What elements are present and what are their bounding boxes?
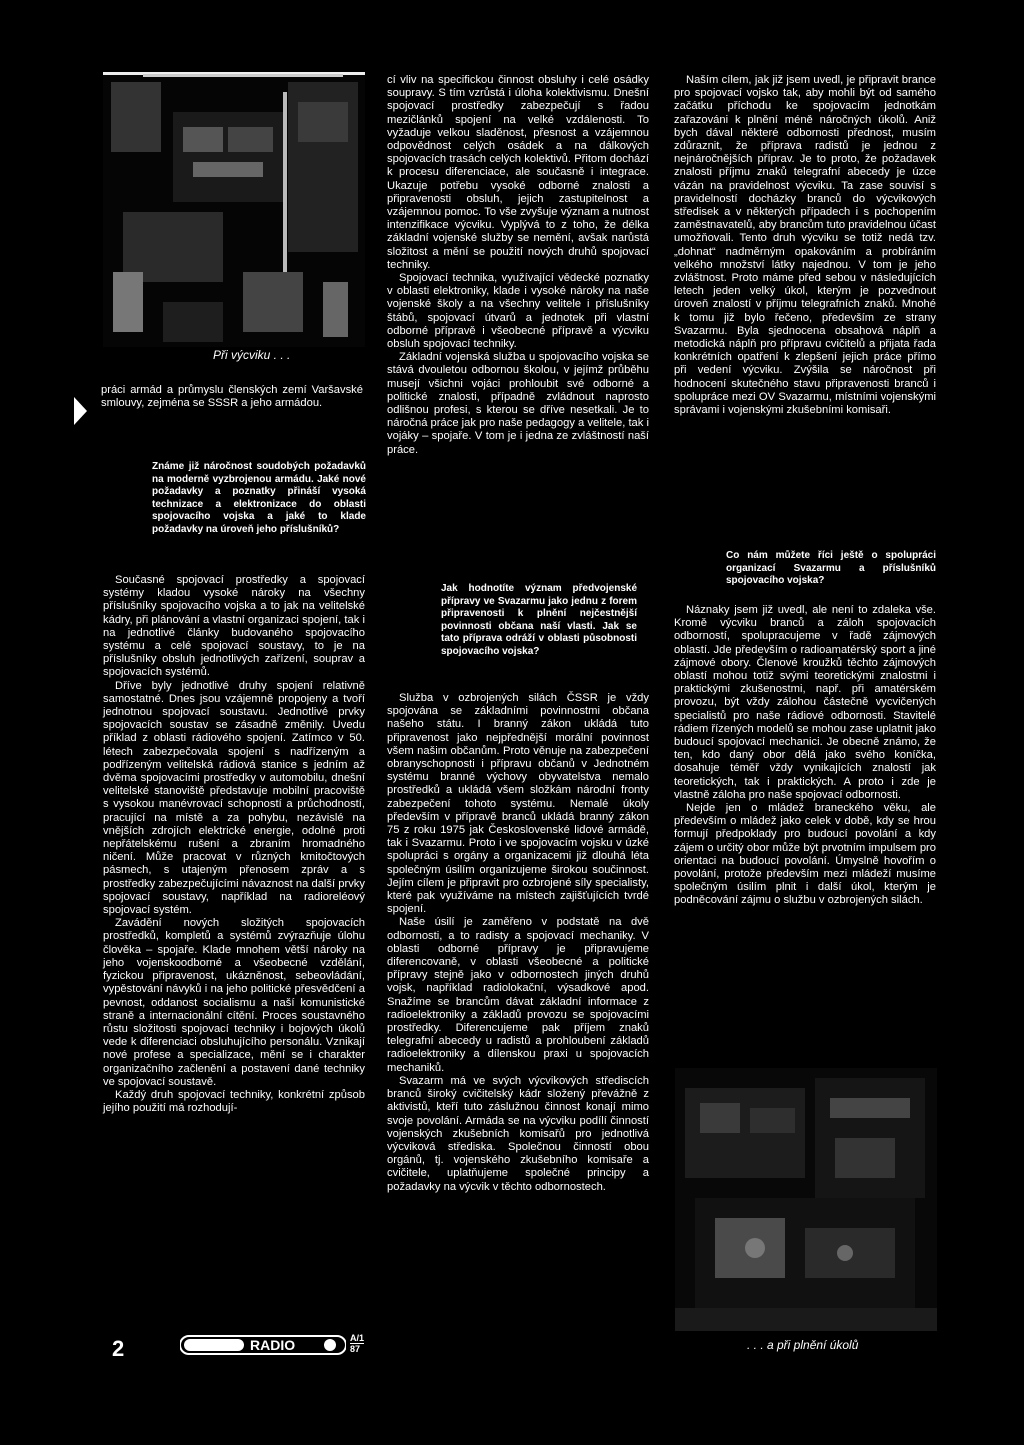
col3-paragraph: Nejde jen o mládež braneckého věku, ale především o mládež jako celek v době, kdy se hrou formují předpoklady pro budoucí povolání a kdy zájem o určitý obor může být prvotním impulsem pro orientaci na budoucí povolání. Úmyslně hovořím o povolání, protože především mezi mládeží musíme společným úsilím plnit i další úkol, kterým je podněcování zájmu o službu v ozbrojených silách. xyxy=(674,802,936,907)
photo-tasks-caption: . . . a při plnění úkolů xyxy=(747,1338,859,1352)
issue-year: 87 xyxy=(350,1344,361,1354)
column-1 xyxy=(101,384,363,410)
col2-question: Jak hodnotíte význam předvojenské přípravy ve Svazarmu jako jednu z forem připravenosti k plnění nejčestnější povinnosti občana naší vlasti. Jak se tato příprava odráží v oblasti působnosti spojovacího vojska? xyxy=(441,583,637,657)
photo-training-image xyxy=(103,72,365,347)
photo-tasks xyxy=(675,1068,937,1331)
col3-paragraph: Náznaky jsem již uvedl, ale není to zdaleka vše. Kromě výcviku branců a záloh spojovacích odborností, spolupracujeme v řadě zájmových oblastí. Jde především o radioamatérský sport a jiné zájmové obory. Členové kroužků těchto zájmových oblastí mohou totiž svými teoretickými znalostmi i praktickými zkušenostmi, např. při amatérském provozu, být vždy zálohou částečně vycvičených specialistů pro naše rádiové odbornosti. Stavitelé rádiem řízených modelů se mohou zase uplatnit jako budoucí spojovací mechanici. Je obecně známo, že ten, kdo daný obor dělá jako svého koníčka, dosahuje téměř vždy vynikajících znalostí jak teoretických, tak i praktických. A proto i zde je vlastně záloha pro naše spojovací odbornosti. xyxy=(674,604,936,801)
col3-question: Co nám můžete říci ještě o spolupráci organizací Svazarmu a příslušníků spojovacího vojska? xyxy=(726,550,936,587)
col1-question: Známe již náročnost soudobých požadavků na moderně vyzbrojenou armádu. Jaké nové požadavky a poznatky přináší vysoká technizace a elektronizace do oblasti spojovacího vojska a jaké to klade požadavky na úroveň jeho příslušníků? xyxy=(152,461,366,535)
issue-number: A/1 xyxy=(350,1333,365,1343)
magazine-logo xyxy=(180,1334,346,1356)
section-arrow-icon xyxy=(74,397,87,425)
col1-paragraph: Každý druh spojovací techniky, konkrétní způsob jejího použití má rozhodují- xyxy=(103,1088,365,1115)
col3-body xyxy=(674,604,936,908)
col1-lead: práci armád a průmyslu členských zemí Varšavské smlouvy, zejména se SSSR a jeho armádou. xyxy=(101,384,363,410)
col1-paragraph: Zavádění nových složitých spojovacích prostředků, kompletů a systémů zvýrazňuje úlohu člověka – spojaře. Klade mnohem větší nároky na jeho vojenskoodborné a všeobecné vzdělání, fyzickou připravenost, ukázněnost, sebeovládání, vypěstování návyků i na jeho politické přesvědčení a pevnost, oddanost socialismu a naší komunistické straně a internacionální cítění. Proces soustavného růstu složitosti spojovací techniky i bojových úkolů vede k diferenciaci obsluhujícího personálu. Vznikají nové profese a specializace, mění se i charakter organizačního začlenění a postavení dané techniky ve spojovací soustavě. xyxy=(103,917,365,1088)
photo-training xyxy=(103,72,365,347)
col2-paragraph: Služba v ozbrojených silách ČSSR je vždy spojována se základními povinnostmi občana našeho státu. I branný zákon ukládá tuto připravenost jako nejpřednější morální povinnost všem našim občanům. Proto věnuje na zabezpečení obranyschopnosti i přípravu občanů v Jednotném systému branné výchovy obyvatelstva nemalo prostředků a ukládá všem složkám národní fronty zabezpečení tohoto systému. Nemalé úkoly především v přípravě branců ukládá branný zákon 75 z roku 1975 jak Československé lidové armádě, tak i Svazarmu. Proto i ve spojovacím vojsku v úzké spolupráci s orgány a organizacemi již dlouhá léta společným úsilím organizujeme širokou součinnost. Jejím cílem je připravit pro ozbrojené síly specialisty, které pak využíváme na místech zajišťujících tvrdé spojení. xyxy=(387,692,649,916)
col1-paragraph: Dříve byly jednotlivé druhy spojení relativně samostatné. Dnes jsou vzájemně propojeny a tvoří jednotnou spojovací soustavu. Jednotlivé prvky spojovacích soustav se zásadně změnily. Uvedu příklad z oblasti rádiového spojení. Zatímco v 50. létech zabezpečovala spojení s nadřízeným a podřízeným velitelská rádiová stanice s jedním až dvěma spojovacími prostředky v automobilu, dnešní velitelské stanoviště představuje mobilní pracoviště s vysokou manévrovací schopností a průchodností, pracující na místě a za pohybu, nezávislé na vnějších zdrojích elektrické energie, odolné proti nepřátelskému rušení a zbraním hromadného ničení. Může pracovat v různých kmitočtových pásmech, s utajeným přenosem zpráv a s prostředky zabezpečujícími návaznost na další prvky spojovací soustavy, například na radioreléový spojovací systém. xyxy=(103,679,365,917)
photo-tasks-image xyxy=(675,1068,937,1331)
col3-paragraph: Naším cílem, jak již jsem uvedl, je připravit brance pro spojovací vojsko tak, aby mohli být od samého začátku příchodu ke spojovacím jednotkám zařazováni k plnění méně náročných úkolů. Aniž bych dával některé odbornosti přednost, musím zdůraznit, že příprava radistů je jednou z nejnáročnějších příprav. Je to proto, že požadavek znalosti příjmu znaků telegrafní abecedy je úzce vázán na pravidelnost výcviku. Ta zase souvisí s pravidelností docházky branců do výcvikových středisek a v některých případech i s pochopením zaměstnavatelů, aby brancům tuto pravidelnou účast umožňovali. Tento druh výcviku se totiž nedá tzv. „dohnat“ nadměrným opakováním a probíráním velkého množství látky najednou. V tom je jeho zvláštnost. Proto máme před sebou v následujících letech jeden velký úkol, kterým je pozvednout úroveň znalostí v příjmu telegrafních znaků. Mnohé k tomu již bylo řečeno, především ze strany Svazarmu. Byla sjednocena obsahová náplň a metodická náplň pro přípravu cvičitelů a přijata řada konkrétních opatření k zlepšení jejich práce přímo při vedení výcviku. Zvýšila se náročnost při hodnocení skutečného stavu připravenosti branců i spolupráce mezi OV Svazarmu, místními vojenskými správami i vojenskými zkušebními komisaři. xyxy=(674,74,936,417)
col1-paragraph: Současné spojovací prostředky a spojovací systémy kladou vysoké nároky na všechny příslušníky spojovacího vojska a to jak na velitelské kádry, při plánování a vlastní organizaci spojení, tak i na jednotlivé články budovaného spojovacího systému a celé spojovací soustavy, to je na příslušníky obsluh jednotlivých zařízení, souprav a spojovacích systémů. xyxy=(103,574,365,679)
col2-paragraph: Základní vojenská služba u spojovacího vojska se stává dvouletou odbornou školou, v jejímž průběhu musejí všichni vojáci prohloubit své odborné a politické znalosti, případně zvládnout naprosto odlišnou profesi, s kterou se dříve nesetkali. Je to náročná práce jak pro naše pedagogy a velitele, tak i vojáky – spojaře. V tom je i jedna ze zvláštností naší práce. xyxy=(387,351,649,456)
column-2 xyxy=(387,74,649,457)
photo-training-caption: Při výcviku . . . xyxy=(213,348,291,362)
col2-paragraph: Spojovací technika, využívající vědecké poznatky v oblasti elektroniky, klade i vysoké nároky na naše vojenské školy a na všechny velitele i příslušníky štábů, spojovací útvarů a jednotek při vlastní odborné přípravě i všeobecné přípravě a výcviku obsluh spojovací techniky. xyxy=(387,272,649,351)
col2-body xyxy=(387,692,649,1194)
col2-paragraph: Naše úsilí je zaměřeno v podstatě na dvě odbornosti, a to radisty a spojovací mechaniky. V oblasti odborné přípravy je připravujeme diferencovaně, v oblasti všeobecné a politické přípravy stejně jako v odbornostech jiných druhů vojsk, například radiolokační, výsadkové apod. Snažíme se brancům dávat základní informace z radioelektroniky a základů provozu se spojovacími prostředky. Diferencujeme pak příjem znaků telegrafní abecedy u radistů a prohloubení základů radioelektroniky a dílenskou praxi u spojovacích mechaniků. xyxy=(387,916,649,1074)
svg-text:RADIO: RADIO xyxy=(250,1337,296,1353)
col2-paragraph: Svazarm má ve svých výcvikových střediscích branců široký cvičitelský kádr složený převážně z aktivistů, kteří tuto záslužnou činnost konají mimo svoje povolání. Armáda se na výcviku podílí činností vojenských zkušebních komisařů pro jednotlivá výcviková střediska. Společnou činností obou orgánů, tj. vojenského zkušebního komisaře a cvičitele, uplatňujeme společné principy a požadavky na výcvik v těchto odbornostech. xyxy=(387,1074,649,1193)
page-number: 2 xyxy=(112,1336,125,1361)
amaterske-radio-logo-icon xyxy=(180,1334,346,1356)
column-3 xyxy=(674,74,936,417)
col2-paragraph: cí vliv na specifickou činnost obsluhy i celé osádky soupravy. S tím vzrůstá i úloha kolektivismu. Dnešní spojovací prostředky zabezpečují s řadou mezičlánků spojení na velké vzdálenosti. To vyžaduje velkou sladěnost, přesnost a vzájemnou odpovědnost celých osádek a na dálkových spojovacích trasách celých kolektivů. Přitom dochází k procesu diferenciace, ale současně i integrace. Ukazuje potřebu vysoké odborné znalosti a připravenosti obsluh, jejich zastupitelnost a vzájemnou pomoc. To vše zvyšuje význam a nutnost intenzifikace výcviku. Vyplývá to z toho, že délka základní vojenské služby se nemění, avšak narůstá složitost a mění se použití nových druhů spojovací techniky. xyxy=(387,74,649,271)
col1-body xyxy=(103,574,365,1115)
